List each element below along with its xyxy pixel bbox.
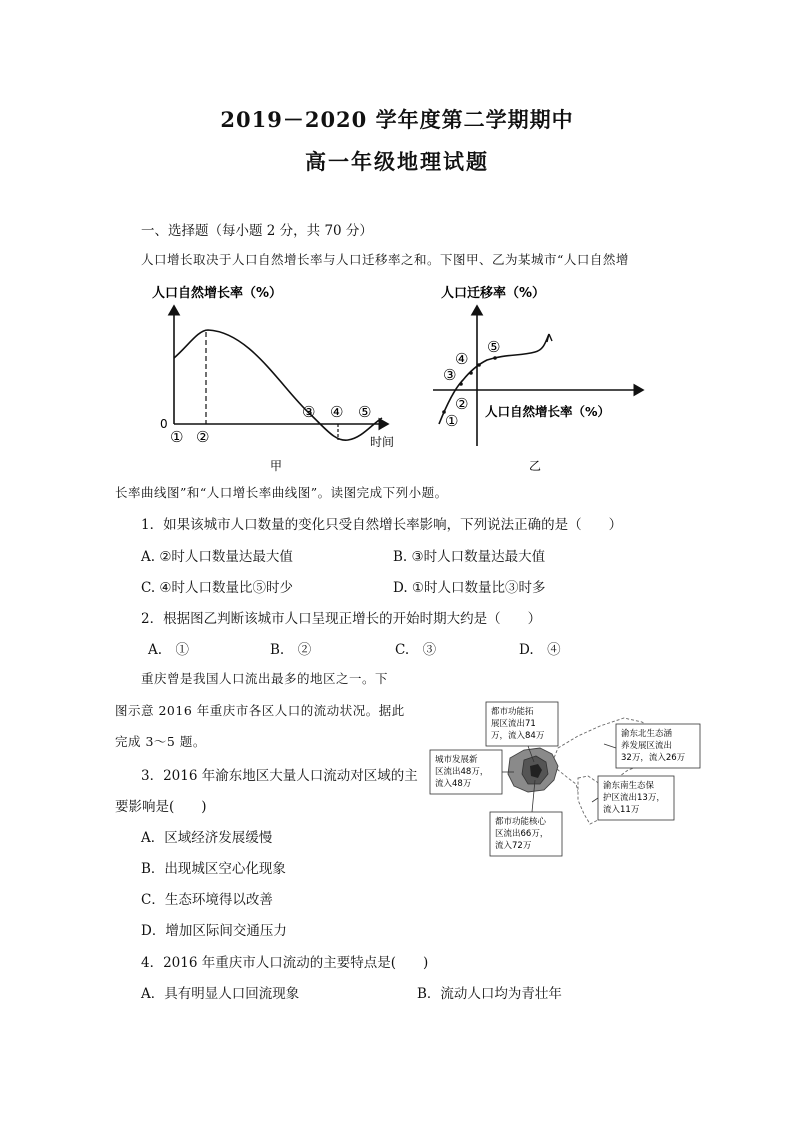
yi-point-2: ② (455, 395, 469, 413)
jia-x-label: 时间 (370, 435, 395, 449)
intro2-line2: 图示意 2016 年重庆市各区人口的流动状况。据此 (115, 703, 405, 718)
map-box3-line2: 区流出66万， (495, 829, 549, 839)
figure-jia (150, 276, 420, 472)
jia-point-1: ① (170, 428, 184, 446)
jia-y-label: 人口自然增长率（%） (152, 286, 283, 301)
q3-stem-line1: 3．2016 年渝东地区大量人口流动对区域的主 (141, 768, 418, 784)
yi-point-5: ⑤ (487, 338, 501, 356)
map-box5-line3: 流入11万 (603, 805, 640, 815)
yi-point-1: ① (445, 412, 459, 430)
jia-point-5: ⑤ (358, 403, 372, 421)
q1-option-b[interactable]: B. ③时人口数量达最大值 (393, 549, 546, 565)
q2-option-c[interactable]: C. ③ (395, 642, 437, 658)
map-box5-line2: 护区流出13万， (603, 793, 665, 803)
yi-caption: 乙 (529, 459, 542, 472)
map-box2-line3: 流入48万 (435, 779, 472, 789)
q4-stem: 4．2016 年重庆市人口流动的主要特点是( ) (141, 955, 429, 971)
intro2-line3: 完成 3～5 题。 (115, 734, 206, 749)
q1-option-d[interactable]: D. ①时人口数量比③时多 (393, 580, 546, 596)
map-box1-line2: 展区流出71 (491, 719, 536, 729)
map-box2-line2: 区流出48万， (435, 767, 489, 777)
map-box3-line1: 都市功能核心 (495, 817, 547, 827)
intro2-line1: 重庆曾是我国人口流出最多的地区之一。下 (141, 671, 389, 686)
map-box2-line1: 城市发展新 (435, 755, 478, 765)
map-box5-line1: 渝东南生态保 (603, 781, 655, 791)
jia-point-3: ③ (302, 403, 316, 421)
jia-point-2: ② (196, 428, 210, 446)
q3-option-d[interactable]: D．增加区际间交通压力 (141, 923, 287, 939)
q1-option-c[interactable]: C. ④时人口数量比⑤时少 (141, 580, 294, 596)
exam-title: 2019－2020 学年度第二学期期中 (220, 107, 574, 132)
map-box4-line3: 32万，流入26万 (621, 753, 686, 763)
q3-option-a[interactable]: A．区域经济发展缓慢 (141, 830, 273, 846)
q2-option-a[interactable]: A. ① (148, 642, 190, 658)
map-box4-line1: 渝东北生态涵 (621, 729, 673, 739)
exam-subtitle: 高一年级地理试题 (305, 149, 489, 174)
q4-option-b[interactable]: B．流动人口均为青壮年 (417, 986, 562, 1002)
yi-y-label: 人口迁移率（%） (441, 286, 546, 301)
figure-yi (425, 276, 655, 472)
yi-point-4: ④ (455, 350, 469, 368)
jia-origin: 0 (160, 417, 168, 431)
q4-option-a[interactable]: A．具有明显人口回流现象 (141, 986, 300, 1002)
map-box1-line1: 都市功能拓 (491, 707, 534, 717)
map-box1-line3: 万，流入84万 (491, 731, 545, 741)
intro-paragraph-line1: 人口增长取决于人口自然增长率与人口迁移率之和。下图甲、乙为某城市“人口自然增 (141, 252, 629, 267)
q1-stem: 1．如果该城市人口数量的变化只受自然增长率影响，下列说法正确的是（ ） (141, 517, 623, 533)
section-heading: 一、选择题（每小题 2 分，共 70 分） (141, 223, 373, 239)
q2-option-b[interactable]: B. ② (270, 642, 312, 658)
q3-stem-line2: 要影响是( ) (115, 799, 207, 815)
map-box3-line3: 流入72万 (495, 841, 532, 851)
q3-option-b[interactable]: B．出现城区空心化现象 (141, 861, 286, 877)
q3-option-c[interactable]: C．生态环境得以改善 (141, 892, 273, 908)
yi-x-label: 人口自然增长率（%） (485, 404, 611, 419)
chongqing-map (428, 696, 708, 861)
intro-paragraph-line2: 长率曲线图”和“人口增长率曲线图”。读图完成下列小题。 (115, 485, 448, 500)
q2-option-d[interactable]: D. ④ (519, 642, 561, 658)
q2-stem: 2．根据图乙判断该城市人口呈现正增长的开始时期大约是（ ） (141, 611, 542, 627)
jia-caption: 甲 (270, 459, 283, 472)
yi-point-3: ③ (443, 366, 457, 384)
jia-point-4: ④ (330, 403, 344, 421)
q1-option-a[interactable]: A. ②时人口数量达最大值 (141, 549, 293, 565)
map-box4-line2: 养发展区流出 (621, 741, 673, 751)
